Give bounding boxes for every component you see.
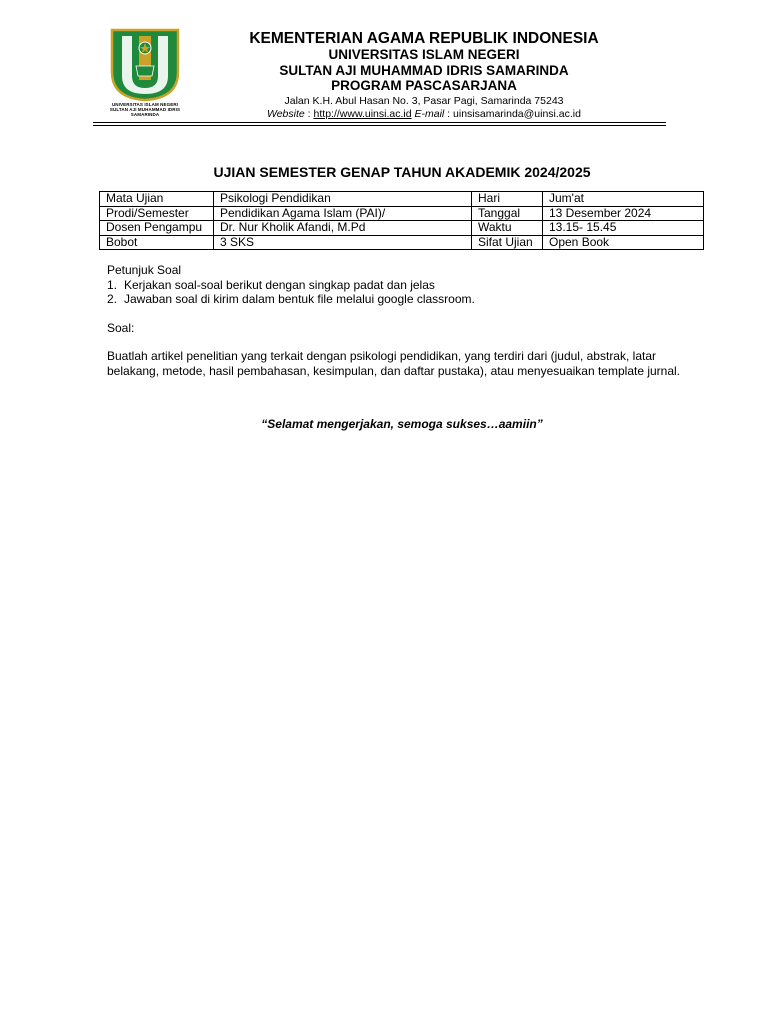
table-row — [100, 221, 704, 236]
list-item — [107, 292, 707, 307]
cell-label: Prodi/Semester — [100, 206, 214, 221]
header-divider-thin — [93, 125, 666, 126]
letterhead — [200, 30, 648, 121]
list-number: 1. — [107, 277, 118, 292]
header-divider-thick — [93, 122, 666, 123]
cell-value: 13.15- 15.45 — [543, 221, 704, 236]
cell-label: Waktu — [472, 221, 543, 236]
university-logo — [100, 26, 190, 122]
list-text: Jawaban soal di kirim dalam bentuk file melalui google classroom. — [124, 292, 475, 306]
logo-caption-2: SULTAN AJI MUHAMMAD IDRIS — [109, 107, 181, 112]
question-text: Buatlah artikel penelitian yang terkait dengan psikologi pendidikan, yang terdiri dari (judul, abstrak, latar belakang, metode, hasil pembahasan, kesimpulan, dan daftar pustaka), atau menyesuaikan template jurnal. — [107, 349, 681, 378]
cell-label: Sifat Ujian — [472, 235, 543, 250]
list-item — [107, 278, 707, 293]
university-name: SULTAN AJI MUHAMMAD IDRIS SAMARINDA — [279, 62, 569, 78]
closing-message: “Selamat mengerjakan, semoga sukses…aamiin” — [261, 417, 543, 431]
website-link[interactable]: http://www.uinsi.ac.id — [313, 107, 412, 120]
contact-line: Website : http://www.uinsi.ac.id E-mail : uinsisamarinda@uinsi.ac.id — [267, 107, 581, 120]
exam-title: UJIAN SEMESTER GENAP TAHUN AKADEMIK 2024/2025 — [213, 164, 591, 180]
table-row — [100, 192, 704, 207]
cell-value: Pendidikan Agama Islam (PAI)/ — [214, 206, 472, 221]
cell-label: Mata Ujian — [100, 192, 214, 207]
table-row — [100, 235, 704, 250]
cell-value: Psikologi Pendidikan — [214, 192, 472, 207]
cell-label: Bobot — [100, 235, 214, 250]
cell-label: Hari — [472, 192, 543, 207]
address: Jalan K.H. Abul Hasan No. 3, Pasar Pagi, Samarinda 75243 — [284, 94, 564, 107]
program-name: PROGRAM PASCASARJANA — [331, 78, 517, 93]
website-label: Website — [267, 107, 305, 120]
instructions-list — [107, 278, 707, 307]
exam-info-table — [99, 191, 704, 250]
instructions-heading: Petunjuk Soal — [107, 263, 182, 277]
cell-label: Tanggal — [472, 206, 543, 221]
cell-value: 13 Desember 2024 — [543, 206, 704, 221]
uinsi-emblem-icon — [100, 26, 190, 102]
logo-caption-3: SAMARINDA — [130, 112, 160, 117]
list-number: 2. — [107, 292, 118, 306]
question-heading: Soal: — [107, 320, 135, 335]
cell-value: Jum'at — [543, 192, 704, 207]
cell-value: 3 SKS — [214, 235, 472, 250]
logo-caption-1: UNIVERSITAS ISLAM NEGERI — [111, 102, 179, 107]
email-label: E-mail — [414, 107, 445, 120]
cell-value: Open Book — [543, 235, 704, 250]
cell-label: Dosen Pengampu — [100, 221, 214, 236]
university-type: UNIVERSITAS ISLAM NEGERI — [328, 47, 520, 62]
table-row — [100, 206, 704, 221]
list-text: Kerjakan soal-soal berikut dengan singkap padat dan jelas — [124, 277, 435, 292]
exam-body — [107, 263, 707, 378]
email-address: uinsisamarinda@uinsi.ac.id — [453, 107, 581, 120]
ministry-name: KEMENTERIAN AGAMA REPUBLIK INDONESIA — [249, 30, 599, 47]
cell-value: Dr. Nur Kholik Afandi, M.Pd — [214, 221, 472, 236]
